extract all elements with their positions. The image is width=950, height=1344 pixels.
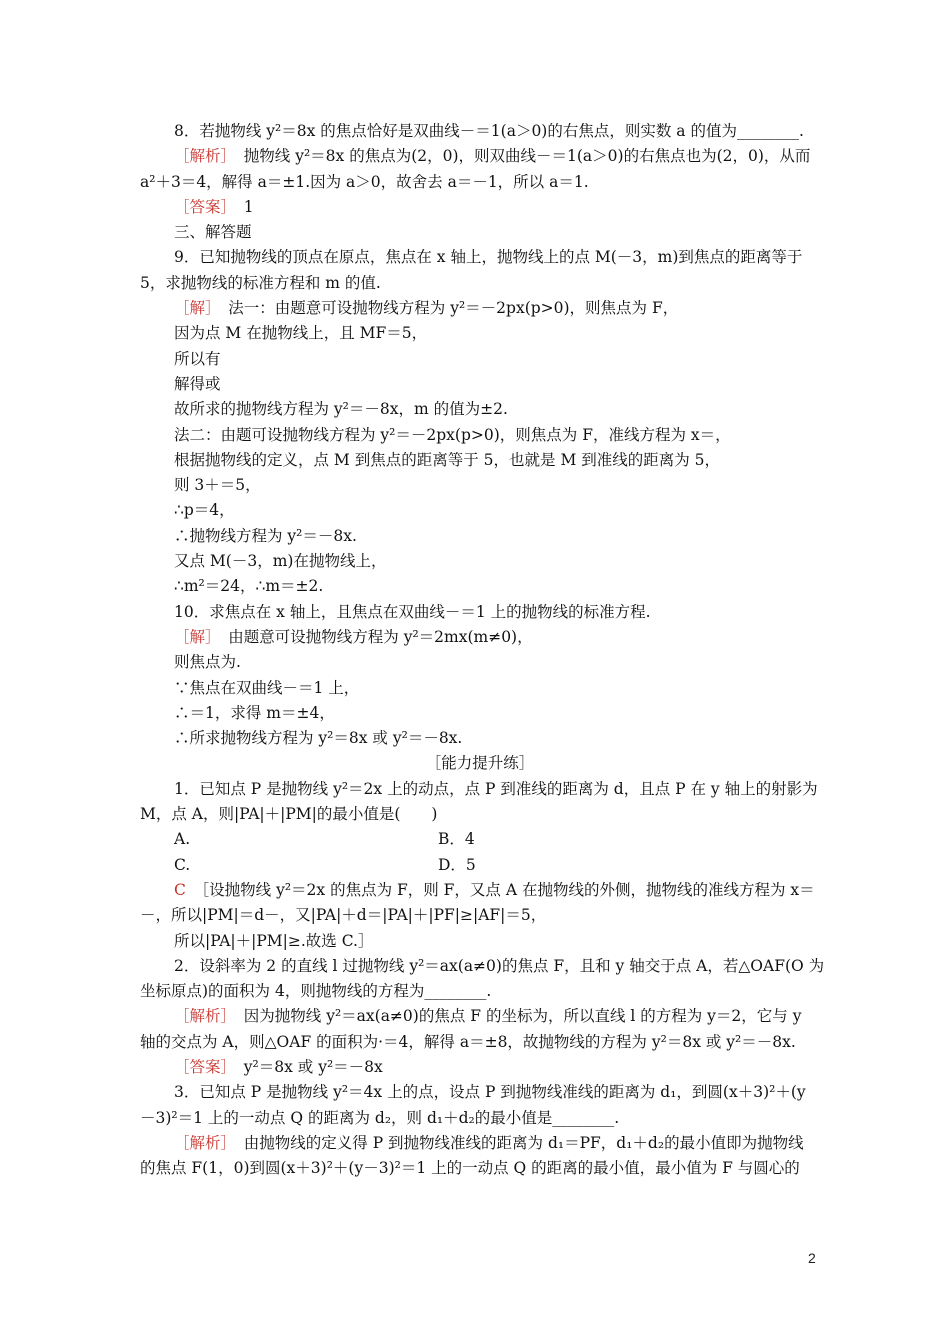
ability-answer-1-text: ［设抛物线 y²＝2x 的焦点为 F，则 F，又点 A 在抛物线的外侧，抛物线的准线方程为 x＝ (201, 880, 815, 899)
solution-9-line: 因为点 M 在抛物线上，且 MF＝5， (174, 324, 428, 343)
solution-9-line: 所以有 (174, 349, 221, 368)
choice-a: A. (174, 830, 191, 849)
solution-10 (140, 625, 820, 650)
ability-question-1: 1．已知点 P 是抛物线 y²＝2x 上的动点，点 P 到准线的距离为 d，且点 P 在 y 轴上的射影为 (174, 779, 818, 798)
ability-answer-1-cont: －，所以|PM|＝d－，又|PA|＋d＝|PA|＋|PF|≥|AF|＝5， (140, 906, 547, 925)
solution-9-method-1 (140, 296, 820, 321)
answer-8-text: 1 (228, 197, 254, 216)
solution-9-method-2: 法二：由题可设抛物线方程为 y²＝－2px(p>0)，则焦点为 F，准线方程为 x＝， (174, 425, 731, 444)
analysis-ability-3-cont: 的焦点 F(1，0)到圆(x＋3)²＋(y－3)²＝1 上的一动点 Q 的距离的最小值，最小值为 F 与圆心的 (140, 1159, 800, 1178)
question-10: 10．求焦点在 x 轴上，且焦点在双曲线－＝1 上的抛物线的标准方程. (174, 602, 651, 621)
solution-9-line: 解得或 (174, 374, 221, 393)
answer-label: ［答案］ (174, 1057, 229, 1076)
ability-question-2: 2．设斜率为 2 的直线 l 过抛物线 y²＝ax(a≠0)的焦点 F，且和 y 轴交于点 A，若△OAF(O 为 (174, 956, 825, 975)
solution-9-line: 故所求的抛物线方程为 y²＝－8x，m 的值为±2. (174, 400, 508, 419)
section-heading: 三、解答题 (174, 223, 252, 242)
ability-answer-1 (140, 878, 820, 903)
analysis-label: ［解析］ (174, 147, 229, 166)
page-number: 2 (808, 1250, 816, 1266)
answer-label: ［答案］ (174, 197, 229, 216)
analysis-ability-3-text: 由抛物线的定义得 P 到抛物线准线的距离为 d₁＝PF，d₁＋d₂的最小值即为抛物线 (228, 1133, 804, 1152)
choice-c: C. (174, 855, 191, 874)
solution-10-line: ∵焦点在双曲线－＝1 上， (174, 678, 360, 697)
analysis-8 (140, 144, 820, 169)
question-9: 9．已知抛物线的顶点在原点，焦点在 x 轴上，抛物线上的点 M(－3，m)到焦点的距离等于 (174, 248, 803, 267)
solution-label: ［解］ (174, 299, 213, 318)
ability-question-3: 3．已知点 P 是抛物线 y²＝4x 上的点，设点 P 到抛物线准线的距离为 d₁，到圆(x＋3)²＋(y (174, 1083, 806, 1102)
solution-9-text: 法一：由题意可设抛物线方程为 y²＝－2px(p>0)，则焦点为 F， (212, 299, 679, 318)
ability-question-1-cont: M，点 A，则|PA|＋|PM|的最小值是( ) (140, 805, 438, 824)
analysis-8-cont: a²＋3＝4，解得 a＝±1.因为 a＞0，故舍去 a＝－1，所以 a＝1. (140, 172, 589, 191)
answer-8 (140, 195, 820, 220)
answer-choice: C (174, 880, 186, 899)
solution-9-line: 根据抛物线的定义，点 M 到焦点的距离等于 5，也就是 M 到准线的距离为 5， (174, 450, 721, 469)
choice-b: B．4 (438, 830, 475, 849)
document-body (140, 119, 825, 1181)
choice-row (140, 853, 820, 878)
ability-answer-1-cont: 所以|PA|＋|PM|≥.故选 C.］ (174, 931, 374, 950)
solution-10-line: 则焦点为. (174, 653, 241, 672)
solution-10-line: ∴＝1，求得 m＝±4， (174, 703, 335, 722)
choice-d: D．5 (438, 855, 476, 874)
ability-question-2-cont: 坐标原点)的面积为 4，则抛物线的方程为________. (140, 982, 492, 1001)
choice-row (140, 827, 820, 852)
solution-9-line: ∴p＝4， (174, 501, 235, 520)
solution-9-line: ∴m²＝24，∴m＝±2. (174, 577, 324, 596)
analysis-label: ［解析］ (174, 1007, 229, 1026)
solution-9-line: ∴抛物线方程为 y²＝－8x. (174, 526, 357, 545)
question-8: 8．若抛物线 y²＝8x 的焦点恰好是双曲线－＝1(a＞0)的右焦点，则实数 a 的值为________. (174, 122, 804, 140)
analysis-8-text: 抛物线 y²＝8x 的焦点为(2，0)，则双曲线－＝1(a＞0)的右焦点也为(2，0)，从而 (228, 147, 811, 166)
section-title-ability: ［能力提升练］ (425, 754, 535, 773)
solution-9-line: 则 3＋＝5， (174, 476, 261, 495)
answer-ability-2 (140, 1055, 820, 1080)
analysis-ability-2-text: 因为抛物线 y²＝ax(a≠0)的焦点 F 的坐标为，所以直线 l 的方程为 y＝2，它与 y (228, 1007, 802, 1026)
solution-9-line: 又点 M(－3，m)在抛物线上， (174, 552, 387, 571)
analysis-ability-2-cont: 轴的交点为 A，则△OAF 的面积为·＝4，解得 a＝±8，故抛物线的方程为 y²＝8x 或 y²＝－8x. (140, 1032, 796, 1051)
question-9-cont: 5，求抛物线的标准方程和 m 的值. (140, 273, 381, 292)
analysis-label: ［解析］ (174, 1133, 229, 1152)
solution-10-text: 由题意可设抛物线方程为 y²＝2mx(m≠0)， (212, 627, 533, 646)
solution-10-line: ∴所求抛物线方程为 y²＝8x 或 y²＝－8x. (174, 729, 463, 748)
answer-ability-2-text: y²＝8x 或 y²＝－8x (228, 1057, 383, 1076)
ability-question-3-cont: －3)²＝1 上的一动点 Q 的距离为 d₂，则 d₁＋d₂的最小值是________. (140, 1108, 620, 1127)
solution-label: ［解］ (174, 627, 213, 646)
analysis-ability-2 (140, 1004, 820, 1029)
analysis-ability-3 (140, 1131, 820, 1156)
